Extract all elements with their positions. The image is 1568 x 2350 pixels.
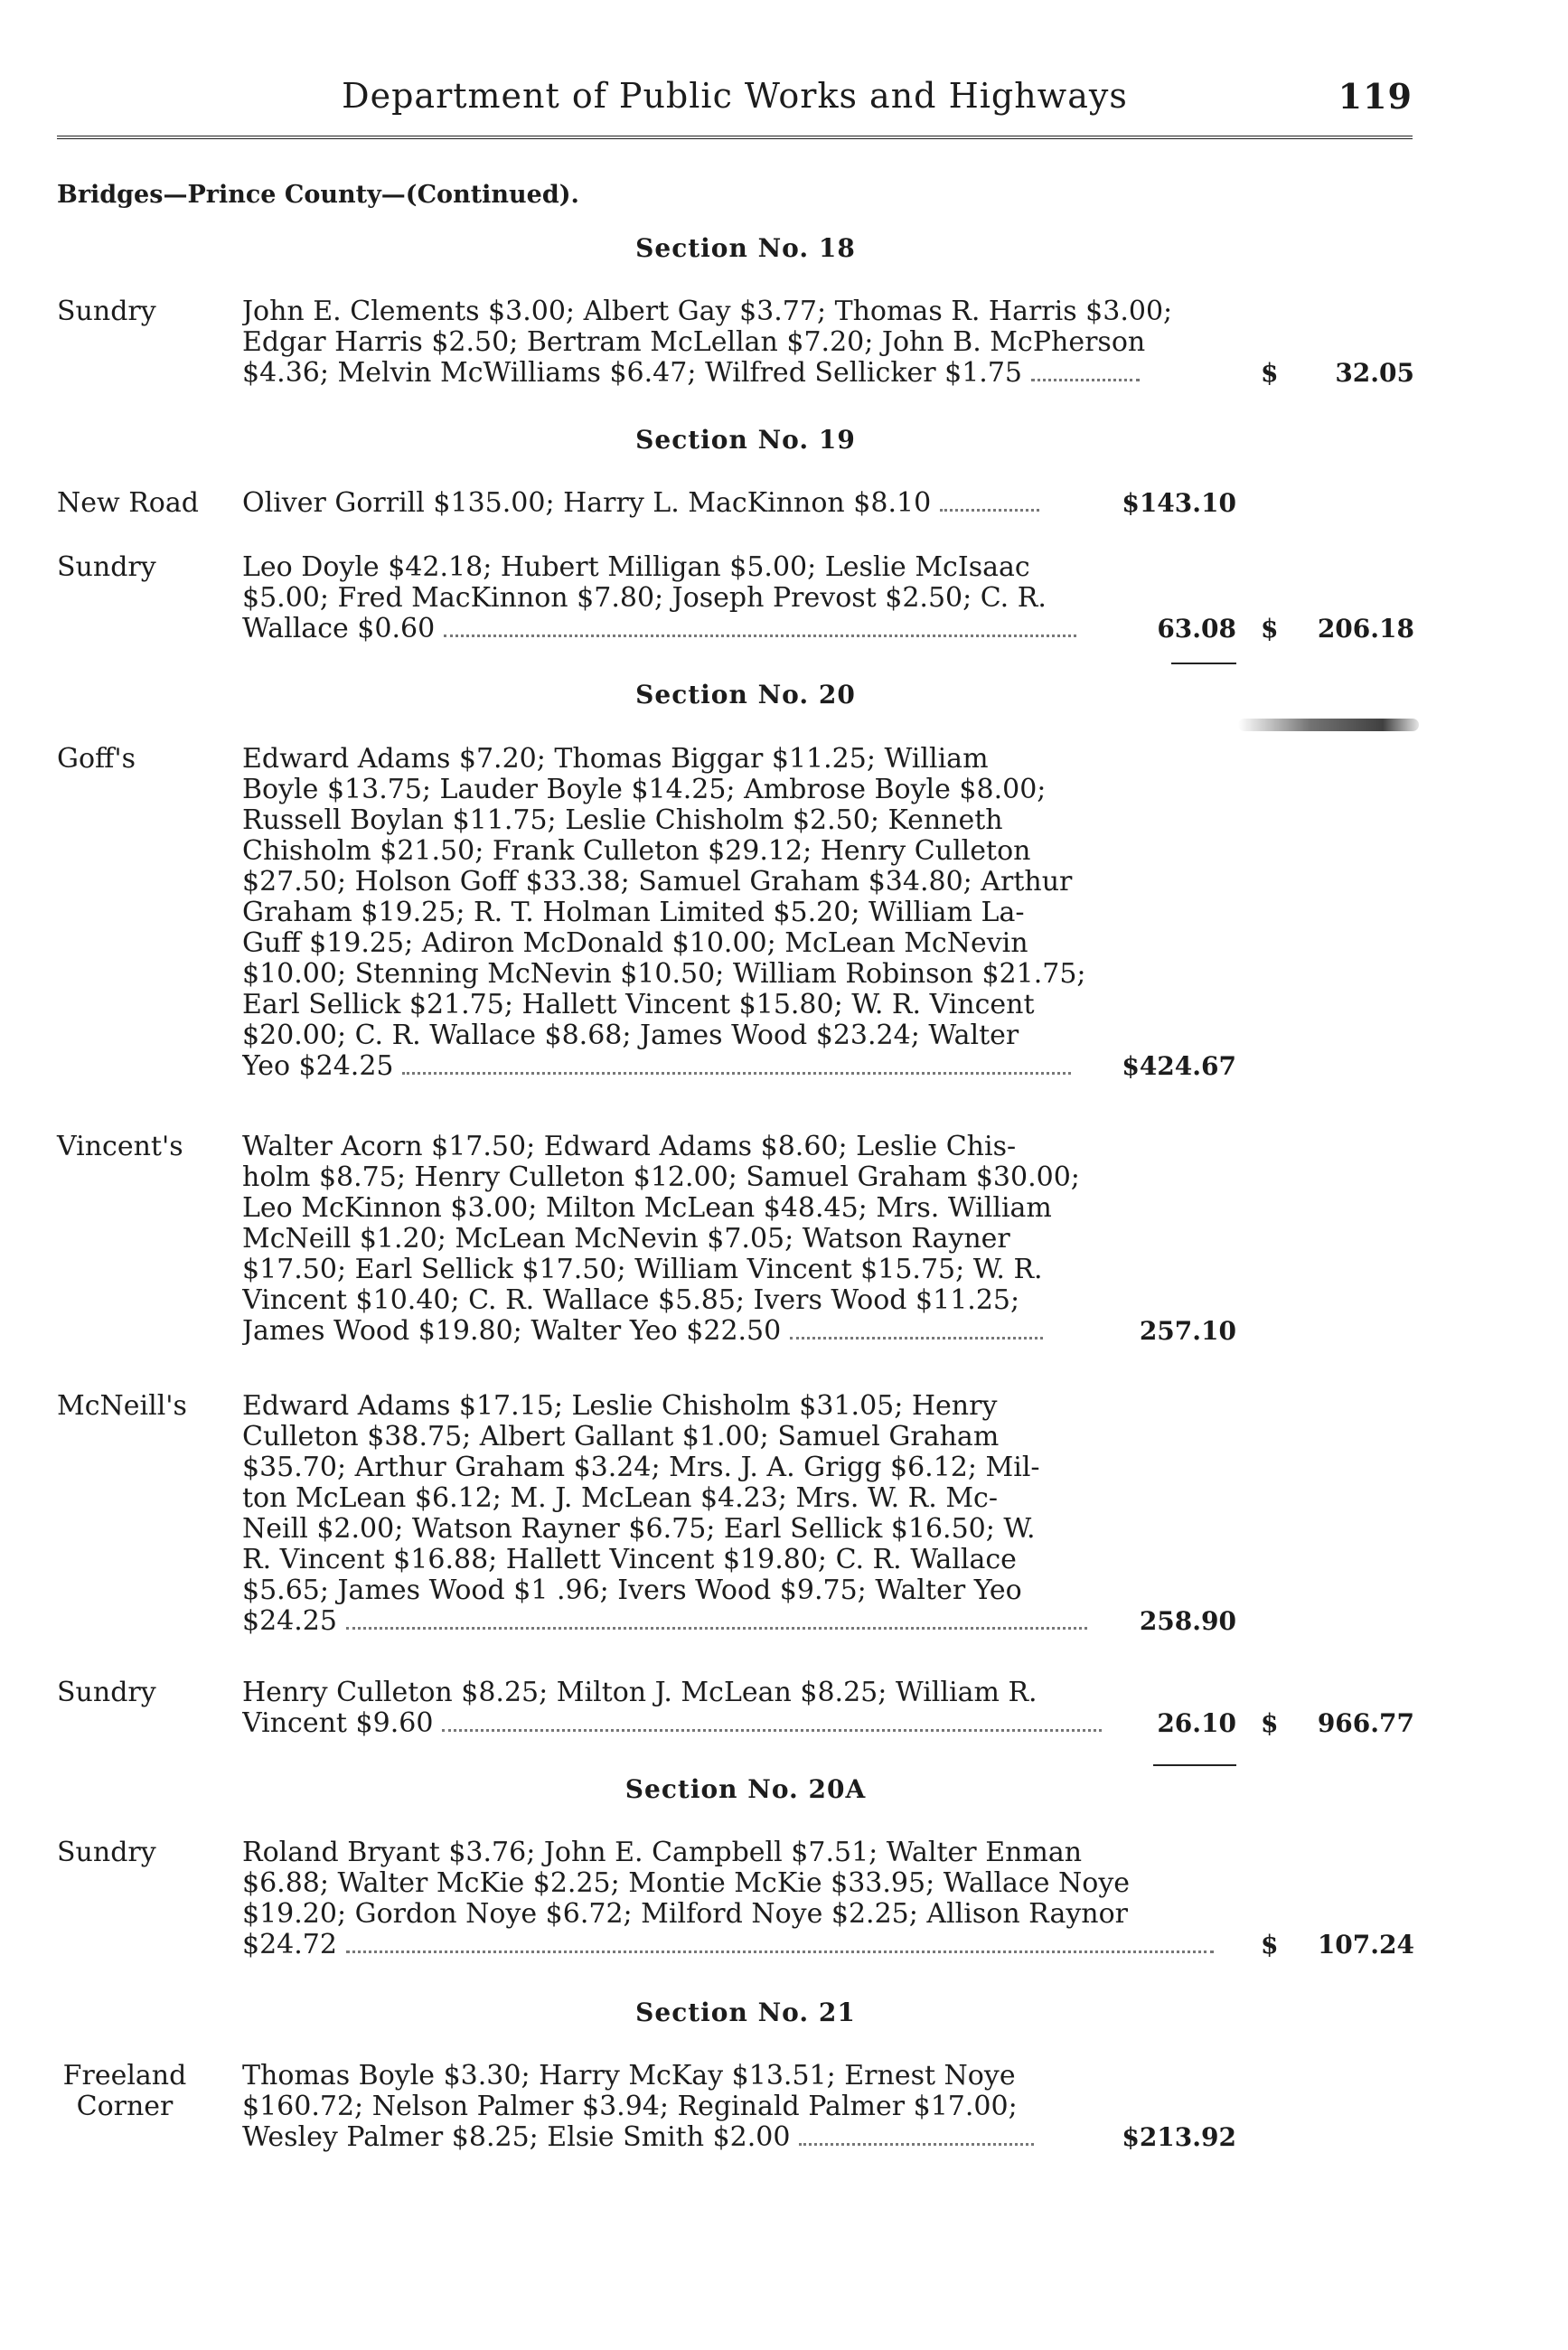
entry-line xyxy=(242,1316,1114,1347)
section-total-18: 32.05 xyxy=(1335,358,1414,388)
entry-line-text: Wesley Palmer $8.25; Elsie Smith $2.00 xyxy=(242,2122,791,2153)
entry-line: Edward Adams $7.20; Thomas Biggar $11.25; William xyxy=(242,744,989,775)
entry-line: Chisholm $21.50; Frank Culleton $29.12; Henry Culleton xyxy=(242,836,1031,867)
entry-line: Edward Adams $17.15; Leslie Chisholm $31.05; Henry xyxy=(242,1391,998,1422)
subhead: Bridges—Prince County—(Continued). xyxy=(57,181,579,209)
entry-line-text: $24.72 xyxy=(242,1930,337,1960)
dot-leader xyxy=(346,1950,1214,1953)
entry-line-text: Oliver Gorrill $135.00; Harry L. MacKinnon $8.10 xyxy=(242,488,932,519)
entry-place: Sundry xyxy=(57,296,156,327)
entry-place-line: Corner xyxy=(76,2091,174,2122)
entry-line: $27.50; Holson Goff $33.38; Samuel Graham $34.80; Arthur xyxy=(242,867,1073,898)
entry-line-text: $24.25 xyxy=(242,1606,337,1637)
entry-description xyxy=(242,1838,1236,1960)
entry-line: Edgar Harris $2.50; Bertram McLellan $7.20; John B. McPherson xyxy=(242,327,1146,358)
entry-amount: $213.92 xyxy=(1122,2122,1236,2152)
entry-description xyxy=(242,488,1114,519)
dollar-sign: $ xyxy=(1261,614,1279,644)
running-header xyxy=(57,72,1413,127)
dollar-sign: $ xyxy=(1261,1930,1279,1960)
dot-leader xyxy=(346,1626,1087,1630)
entry-line: $5.00; Fred MacKinnon $7.80; Joseph Prevost $2.50; C. R. xyxy=(242,583,1047,614)
entry-description xyxy=(242,296,1236,389)
entry-amount: 63.08 xyxy=(1157,614,1236,644)
entry-line xyxy=(242,2122,1114,2153)
section-title-21: Section No. 21 xyxy=(635,1998,856,2027)
entry-line: John E. Clements $3.00; Albert Gay $3.77; Thomas R. Harris $3.00; xyxy=(242,296,1173,327)
entry-place: Sundry xyxy=(57,1677,156,1708)
entry-place: Sundry xyxy=(57,1837,156,1868)
entry-line: Culleton $38.75; Albert Gallant $1.00; Samuel Graham xyxy=(242,1422,1000,1452)
entry-line: Thomas Boyle $3.30; Harry McKay $13.51; Ernest Noye xyxy=(242,2061,1016,2092)
section-title-19: Section No. 19 xyxy=(635,425,856,455)
entry-line: $35.70; Arthur Graham $3.24; Mrs. J. A. Grigg $6.12; Mil- xyxy=(242,1452,1040,1483)
entry-amount: 257.10 xyxy=(1139,1316,1236,1346)
entry-line xyxy=(242,358,1236,389)
entry-line-text: Vincent $9.60 xyxy=(242,1708,434,1739)
ink-smudge xyxy=(1238,719,1419,731)
entry-line: Leo Doyle $42.18; Hubert Milligan $5.00; Leslie McIsaac xyxy=(242,552,1030,583)
entry-place: McNeill's xyxy=(57,1390,187,1422)
entry-line: $10.00; Stenning McNevin $10.50; William Robinson $21.75; xyxy=(242,959,1086,990)
entry-line: $5.65; James Wood $1 .96; Ivers Wood $9.75; Walter Yeo xyxy=(242,1575,1022,1606)
entry-line: Roland Bryant $3.76; John E. Campbell $7.51; Walter Enman xyxy=(242,1838,1083,1868)
running-title: Department of Public Works and Highways xyxy=(342,76,1128,116)
entry-line: Walter Acorn $17.50; Edward Adams $8.60; Leslie Chis- xyxy=(242,1132,1017,1162)
section-total-20a: 107.24 xyxy=(1317,1930,1414,1960)
entry-line: Vincent $10.40; C. R. Wallace $5.85; Ivers Wood $11.25; xyxy=(242,1285,1020,1316)
entry-amount: $143.10 xyxy=(1122,488,1236,518)
entry-line-text: James Wood $19.80; Walter Yeo $22.50 xyxy=(242,1316,782,1347)
entry-line-text: Wallace $0.60 xyxy=(242,614,436,644)
entry-line-text: $4.36; Melvin McWilliams $6.47; Wilfred Sellicker $1.75 xyxy=(242,358,1023,389)
entry-line xyxy=(242,1930,1236,1960)
entry-description xyxy=(242,1132,1114,1347)
entry-line xyxy=(242,614,1114,644)
entry-description xyxy=(242,744,1114,1082)
entry-line: Guff $19.25; Adiron McDonald $10.00; McLean McNevin xyxy=(242,928,1028,959)
entry-description xyxy=(242,2061,1114,2153)
entry-line: Leo McKinnon $3.00; Milton McLean $48.45; Mrs. William xyxy=(242,1193,1052,1224)
entry-place: New Road xyxy=(57,487,199,519)
dot-leader xyxy=(940,508,1039,512)
dot-leader xyxy=(442,1728,1102,1732)
dot-leader xyxy=(1031,378,1140,381)
entry-line: holm $8.75; Henry Culleton $12.00; Samuel Graham $30.00; xyxy=(242,1162,1080,1193)
entry-place: Vincent's xyxy=(57,1131,183,1162)
entry-line: Henry Culleton $8.25; Milton J. McLean $8.25; William R. xyxy=(242,1678,1038,1708)
entry-line xyxy=(242,1606,1114,1637)
entry-place xyxy=(57,2061,192,2122)
entry-place: Goff's xyxy=(57,743,136,775)
entry-line: $17.50; Earl Sellick $17.50; William Vincent $15.75; W. R. xyxy=(242,1255,1043,1285)
dot-leader xyxy=(402,1071,1071,1075)
entry-line: Earl Sellick $21.75; Hallett Vincent $15.80; W. R. Vincent xyxy=(242,990,1035,1020)
section-total-19: 206.18 xyxy=(1317,614,1414,644)
entry-line: McNeill $1.20; McLean McNevin $7.05; Watson Rayner xyxy=(242,1224,1010,1255)
entry-line xyxy=(242,1708,1114,1739)
section-title-18: Section No. 18 xyxy=(635,233,856,263)
section-title-20a: Section No. 20A xyxy=(624,1774,867,1804)
entry-line: R. Vincent $16.88; Hallett Vincent $19.80; C. R. Wallace xyxy=(242,1545,1017,1575)
entry-place: Sundry xyxy=(57,551,156,583)
entry-place-line: Freeland xyxy=(62,2060,187,2092)
page-number: 119 xyxy=(1338,76,1413,117)
entry-line: $6.88; Walter McKie $2.25; Montie McKie $33.95; Wallace Noye xyxy=(242,1868,1131,1899)
entry-line: Russell Boylan $11.75; Leslie Chisholm $2.50; Kenneth xyxy=(242,805,1003,836)
entry-description xyxy=(242,1678,1114,1739)
entry-description xyxy=(242,1391,1114,1637)
dollar-sign: $ xyxy=(1261,358,1279,388)
entry-line xyxy=(242,1051,1114,1082)
entry-amount: $424.67 xyxy=(1122,1051,1236,1081)
section-title-20: Section No. 20 xyxy=(635,680,856,710)
dollar-sign: $ xyxy=(1261,1708,1279,1738)
section-total-20: 966.77 xyxy=(1317,1708,1414,1738)
entry-line: $20.00; C. R. Wallace $8.68; James Wood $23.24; Walter xyxy=(242,1020,1019,1051)
entry-line: Neill $2.00; Watson Rayner $6.75; Earl Sellick $16.50; W. xyxy=(242,1514,1036,1545)
entry-description xyxy=(242,552,1114,644)
entry-line-text: Yeo $24.25 xyxy=(242,1051,394,1082)
entry-line xyxy=(242,488,1114,519)
entry-line: Boyle $13.75; Lauder Boyle $14.25; Ambrose Boyle $8.00; xyxy=(242,775,1047,805)
entry-line: $160.72; Nelson Palmer $3.94; Reginald Palmer $17.00; xyxy=(242,2092,1018,2122)
header-rule xyxy=(57,136,1413,139)
entry-amount: 26.10 xyxy=(1157,1708,1236,1738)
sum-rule xyxy=(1171,663,1236,664)
entry-line: ton McLean $6.12; M. J. McLean $4.23; Mrs. W. R. Mc- xyxy=(242,1483,998,1514)
dot-leader xyxy=(799,2142,1034,2146)
entry-line: $19.20; Gordon Noye $6.72; Milford Noye $2.25; Allison Raynor xyxy=(242,1899,1129,1930)
entry-amount: 258.90 xyxy=(1139,1606,1236,1636)
dot-leader xyxy=(790,1336,1043,1340)
sum-rule xyxy=(1153,1764,1236,1766)
dot-leader xyxy=(444,634,1076,637)
entry-line: Graham $19.25; R. T. Holman Limited $5.20; William La- xyxy=(242,898,1025,928)
